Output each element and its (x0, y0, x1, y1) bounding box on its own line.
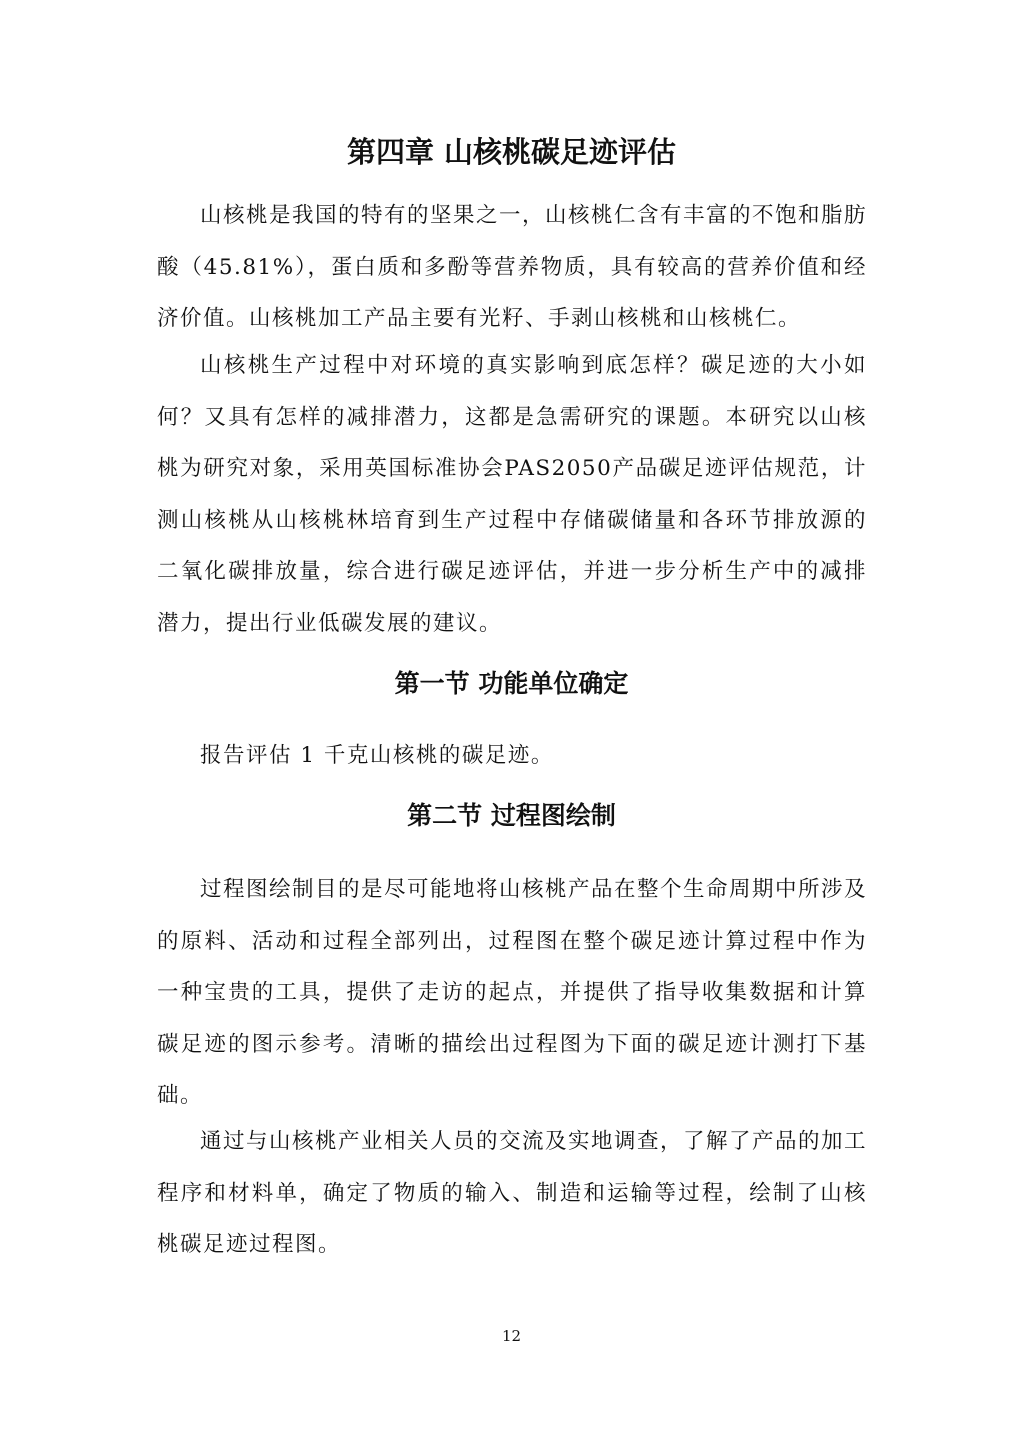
chapter-paragraph-2: 山核桃生产过程中对环境的真实影响到底怎样？碳足迹的大小如何？又具有怎样的减排潜力，这都是急需研究的课题。本研究以山核桃为研究对象，采用英国标准协会PAS2050产品碳足迹评估规范，计测山核桃从山核桃林培育到生产过程中存储碳储量和各环节排放源的二氧化碳排放量，综合进行碳足迹评估，并进一步分析生产中的减排潜力，提出行业低碳发展的建议。 (157, 353, 867, 636)
section-1-paragraph: 报告评估 1 千克山核桃的碳足迹。 (200, 743, 554, 768)
section-2-title: 第二节 过程图绘制 (407, 801, 616, 830)
page-number: 12 (501, 1327, 522, 1345)
chapter-paragraph-1: 山核桃是我国的特有的坚果之一，山核桃仁含有丰富的不饱和脂肪酸（45.81%），蛋白质和多酚等营养物质，具有较高的营养价值和经济价值。山核桃加工产品主要有光籽、手剥山核桃和山核桃仁。 (157, 203, 868, 332)
section-1-title: 第一节 功能单位确定 (394, 669, 629, 698)
section-2-paragraph-2: 通过与山核桃产业相关人员的交流及实地调查，了解了产品的加工程序和材料单，确定了物质的输入、制造和运输等过程，绘制了山核桃碳足迹过程图。 (157, 1129, 868, 1258)
chapter-title: 第四章 山核桃碳足迹评估 (346, 135, 677, 169)
section-2-paragraph-1: 过程图绘制目的是尽可能地将山核桃产品在整个生命周期中所涉及的原料、活动和过程全部列出，过程图在整个碳足迹计算过程中作为一种宝贵的工具，提供了走访的起点，并提供了指导收集数据和计算碳足迹的图示参考。清晰的描绘出过程图为下面的碳足迹计测打下基础。 (157, 877, 868, 1109)
